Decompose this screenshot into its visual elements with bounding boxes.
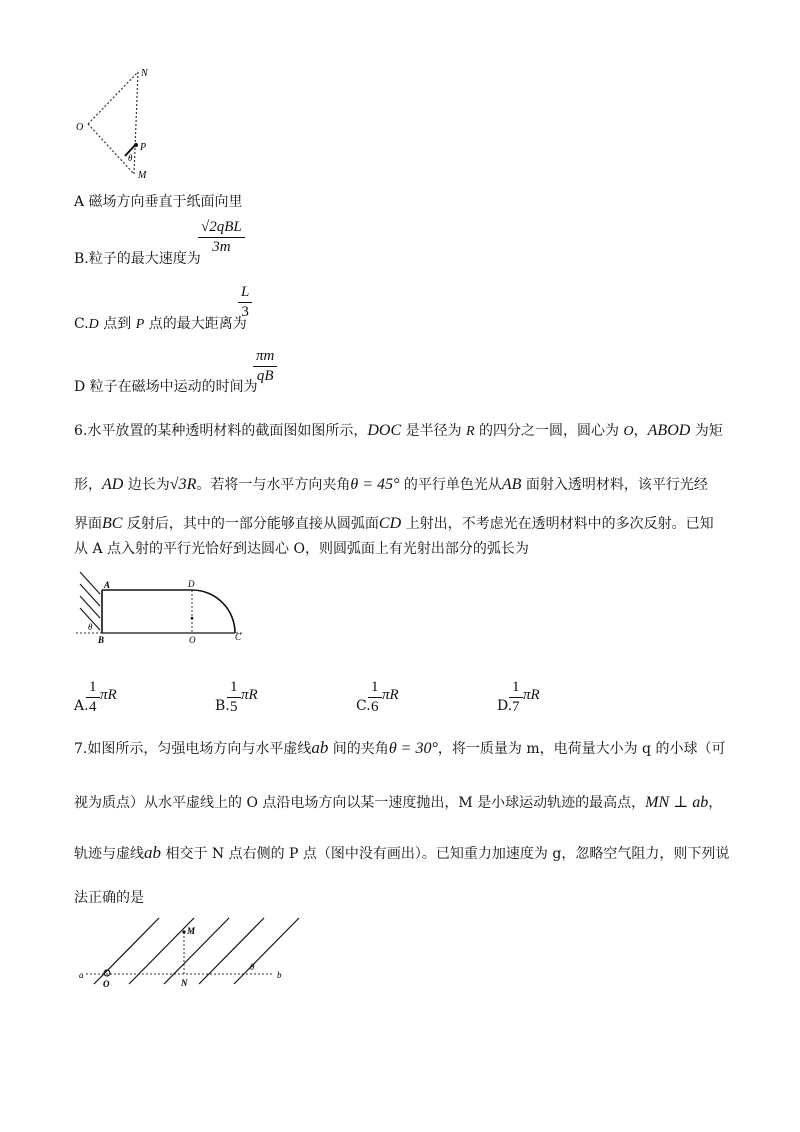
q5-option-d-fraction (253, 348, 277, 385)
label-theta: θ (88, 622, 93, 632)
q6-line-2 (74, 474, 708, 494)
label-O: O (103, 979, 110, 989)
q5-option-b-fraction (198, 219, 245, 256)
q6-option-fraction (86, 679, 100, 716)
label-theta: θ (250, 962, 255, 972)
q7-text: ，将一质量为 m，电荷量大小为 q 的小球（可 (437, 741, 726, 757)
q6-text: 是半径为 (401, 423, 467, 439)
q6-math: √3R (169, 476, 197, 493)
fraction-denominator: 3m (212, 239, 231, 255)
q7-text: 7.如图所示，匀强电场方向与水平虚线 (74, 741, 312, 757)
label-B: B (98, 635, 105, 645)
q6-text: 上射出，不考虑光在透明材料中的多次反射。已知 (401, 516, 714, 532)
fraction-numerator: 1 (371, 679, 379, 695)
figure-triangle (70, 62, 170, 186)
fraction-numerator: L (241, 284, 250, 300)
q7-line-1 (74, 738, 725, 758)
fraction-numerator: 1 (512, 679, 520, 695)
label-M: M (138, 170, 147, 181)
q6-math: BC (102, 515, 123, 532)
q6-line-3 (74, 513, 714, 533)
q6-line-4: 从 A 点入射的平行光恰好到达圆心 O，则圆弧面上有光射出部分的弧长为 (74, 541, 529, 557)
q5-option-c-point-d: D (88, 317, 99, 332)
label-C: C (235, 632, 242, 642)
q5-option-c-prefix: C. (74, 316, 89, 332)
fraction-denominator: 4 (89, 699, 97, 715)
label-N: N (181, 978, 188, 988)
q6-text: 为矩 (690, 423, 723, 439)
q6-text: 反射后，其中的一部分能够直接从圆弧面 (122, 516, 379, 532)
q6-math: θ = 45° (350, 476, 400, 493)
q7-line-3 (74, 843, 729, 863)
q6-option-fraction (509, 679, 523, 716)
label-O: O (189, 635, 196, 645)
q6-text: ， (633, 423, 648, 439)
q5-option-c-mid: 点到 (98, 316, 136, 332)
figure-electric-field (74, 912, 314, 992)
label-N: N (141, 68, 148, 79)
figure-optical-block (74, 566, 254, 646)
fraction-denominator: 6 (371, 699, 379, 715)
label-b: b (277, 970, 282, 980)
q6-math: DOC (367, 422, 402, 439)
q6-text: 界面 (74, 516, 102, 532)
q5-option-c-point-p: P (135, 317, 145, 332)
q6-text: 6.水平放置的某种透明材料的截面图如图所示， (74, 423, 368, 439)
q6-option-letter[interactable]: A. (74, 698, 89, 714)
q7-math: ab (311, 738, 329, 757)
q7-text: ， (708, 795, 723, 811)
q6-text: 。若将一与水平方向夹角 (196, 477, 351, 493)
q7-text: 间的夹角 (328, 741, 389, 757)
q6-math: O (623, 424, 634, 439)
q6-option-tail: πR (382, 687, 399, 703)
q6-line-1 (74, 420, 723, 440)
q6-option-letter[interactable]: B. (215, 698, 230, 714)
q7-text: 视为质点）从水平虚线上的 O 点沿电场方向以某一速度抛出，M 是小球运动轨迹的最高点， (74, 795, 646, 811)
q7-math: θ = 30° (388, 740, 438, 757)
q7-text: 相交于 N 点右侧的 P 点（图中没有画出）。已知重力加速度为 g，忽略空气阻力，则下列说 (161, 846, 730, 862)
q6-option-letter[interactable]: D. (497, 698, 513, 714)
q6-math: AB (501, 476, 522, 493)
q5-option-c (74, 313, 247, 333)
q7-line-2 (74, 792, 722, 812)
q6-math: ABOD (647, 422, 691, 439)
label-a: a (79, 970, 84, 980)
q6-option-fraction (368, 679, 382, 716)
q6-math: R (466, 424, 475, 439)
label-theta: θ (128, 153, 133, 163)
q6-text: 形， (74, 477, 102, 493)
label-O: O (76, 122, 84, 133)
label-A: A (104, 580, 111, 590)
q7-math: ab (144, 843, 161, 862)
q5-option-b-text: B.粒子的最大速度为 (74, 251, 201, 267)
fraction-denominator: 7 (512, 699, 520, 715)
fraction-denominator: 5 (230, 699, 238, 715)
q5-option-a: A 磁场方向垂直于纸面向里 (74, 194, 243, 210)
label-M: M (187, 926, 196, 936)
fraction-numerator: √2qBL (201, 219, 242, 235)
q5-option-c-suffix: 点的最大距离为 (144, 316, 247, 332)
q6-text: 边长为 (123, 477, 170, 493)
fraction-numerator: 1 (89, 679, 97, 695)
q6-option-tail: πR (241, 687, 258, 703)
q6-option-tail: πR (523, 687, 540, 703)
q5-option-d: D 粒子在磁场中运动的时间为 (74, 379, 258, 395)
q6-option-letter[interactable]: C. (356, 698, 371, 714)
label-P: P (140, 142, 147, 153)
q6-option-fraction (227, 679, 241, 716)
q7-math: MN ⊥ ab (645, 794, 709, 811)
fraction-numerator: 1 (230, 679, 238, 695)
q6-text: 的平行单色光从 (399, 477, 502, 493)
q6-math: CD (378, 515, 402, 532)
fraction-numerator: πm (256, 348, 275, 364)
q6-text: 面射入透明材料，该平行光经 (521, 477, 708, 493)
label-D: D (188, 579, 195, 589)
q5-option-c-fraction (238, 284, 252, 321)
fraction-denominator: 3 (241, 304, 249, 320)
fraction-denominator: qB (256, 368, 274, 384)
q7-text: 轨迹与虚线 (74, 846, 144, 862)
q5-option-b (74, 248, 201, 268)
q7-line-4: 法正确的是 (74, 890, 144, 906)
q6-text: 的四分之一圆，圆心为 (474, 423, 624, 439)
q6-option-tail: πR (100, 687, 117, 703)
q6-math: AD (102, 476, 124, 493)
